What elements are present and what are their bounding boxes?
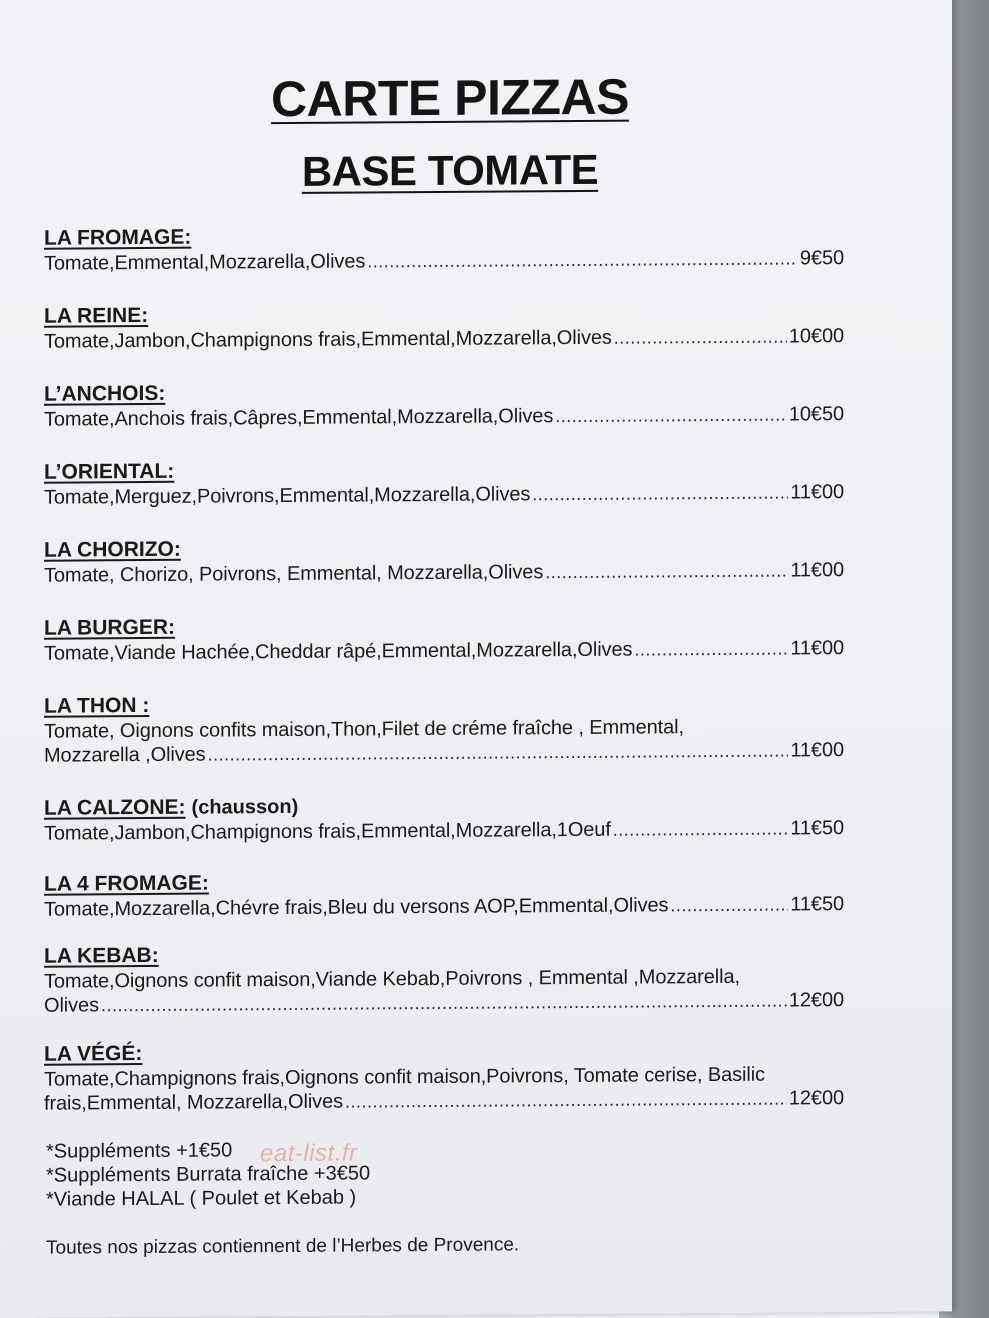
- pizza-item-4-fromage: [44, 866, 844, 922]
- pizza-desc-line: [44, 738, 844, 768]
- dot-leader: [634, 636, 788, 661]
- footer-note: Toutes nos pizzas contiennent de l’Herbes de Provence.: [46, 1234, 520, 1259]
- pizza-description: Tomate,Anchois frais,Câpres,Emmental,Mozzarella,Olives: [44, 405, 554, 431]
- pizza-name: LA CHORIZO:: [44, 537, 181, 562]
- pizza-desc-line: [44, 636, 844, 666]
- pizza-description: frais,Emmental, Mozzarella,Olives: [44, 1090, 344, 1115]
- pizza-name: L’ORIENTAL:: [44, 459, 175, 484]
- pizza-description: Tomate,Viande Hachée,Cheddar râpé,Emmental,Mozzarella,Olives: [44, 638, 633, 665]
- pizza-name: LA 4 FROMAGE:: [44, 871, 209, 896]
- pizza-desc-line: [44, 816, 844, 846]
- pizza-description: Tomate,Jambon,Champignons frais,Emmental,Mozzarella,1Oeuf: [44, 818, 611, 845]
- pizza-name: L’ANCHOIS:: [44, 381, 166, 406]
- pizza-item-reine: [44, 298, 844, 354]
- pizza-item-fromage: [44, 220, 844, 276]
- pizza-item-burger: [44, 610, 844, 666]
- dot-leader: [367, 246, 798, 273]
- pizza-price: 11€50: [790, 817, 844, 840]
- pizza-price: 9€50: [799, 247, 844, 270]
- pizza-name: LA KEBAB:: [44, 943, 159, 968]
- pizza-desc-line: [44, 480, 844, 510]
- pizza-description: Tomate,Merguez,Poivrons,Emmental,Mozzarella,Olives: [44, 483, 531, 509]
- watermark: eat-list.fr: [260, 1139, 358, 1168]
- pizza-item-calzone: [44, 790, 844, 846]
- pizza-name: LA CALZONE:: [44, 795, 186, 820]
- pizza-desc-line: [44, 324, 844, 354]
- pizza-item-chorizo: [44, 532, 844, 588]
- pizza-name: LA THON :: [44, 693, 150, 718]
- note-halal: *Viande HALAL ( Poulet et Kebab ): [46, 1186, 357, 1211]
- pizza-description: Tomate,Emmental,Mozzarella,Olives: [44, 250, 366, 275]
- pizza-price: 11€00: [790, 637, 844, 660]
- note-burrata: *Suppléments Burrata fraîche +3€50: [46, 1162, 371, 1187]
- menu-title: CARTE PIZZAS: [271, 68, 629, 128]
- pizza-price: 12€00: [788, 1087, 844, 1110]
- pizza-description-line-1: Tomate, Oignons confits maison,Thon,Filet de créme fraîche , Emmental,: [44, 716, 684, 743]
- dot-leader: [532, 480, 788, 506]
- pizza-description-line-1: Tomate,Oignons confit maison,Viande Kebab,Poivrons , Emmental ,Mozzarella,: [44, 965, 740, 993]
- dot-leader: [613, 816, 789, 841]
- pizza-description: Olives: [44, 994, 99, 1017]
- pizza-item-anchois: [44, 376, 844, 432]
- dot-leader: [208, 738, 789, 766]
- pizza-description-line-1: Tomate,Champignons frais,Oignons confit maison,Poivrons, Tomate cerise, Basilic: [44, 1063, 765, 1091]
- pizza-desc-line: [44, 988, 844, 1018]
- pizza-price: 11€50: [790, 893, 844, 916]
- dot-leader: [545, 558, 788, 584]
- pizza-price: 10€00: [788, 325, 844, 348]
- pizza-price: 11€00: [790, 559, 844, 582]
- pizza-desc-line: [44, 892, 844, 922]
- pizza-desc-line: [44, 246, 844, 276]
- dot-leader: [555, 403, 787, 429]
- pizza-name: LA FROMAGE:: [44, 225, 192, 250]
- pizza-desc-line: [44, 402, 844, 432]
- pizza-name: LA REINE:: [44, 303, 149, 328]
- dot-leader: [101, 989, 787, 1018]
- pizza-name: LA BURGER:: [44, 615, 176, 640]
- dot-leader: [345, 1087, 787, 1114]
- menu-subtitle: BASE TOMATE: [301, 145, 599, 195]
- pizza-description: Tomate,Mozzarella,Chévre frais,Bleu du versons AOP,Emmental,Olives: [44, 894, 669, 921]
- pizza-price: 11€00: [790, 481, 844, 504]
- pizza-name: LA VÉGÉ:: [44, 1042, 143, 1066]
- dot-leader: [614, 325, 787, 350]
- pizza-note: (chausson): [191, 795, 299, 819]
- pizza-list: [44, 220, 844, 1115]
- dot-leader: [670, 892, 788, 917]
- note-supplement: *Suppléments +1€50: [46, 1139, 233, 1163]
- pizza-price: 12€00: [788, 989, 844, 1012]
- pizza-desc-line: [44, 1086, 844, 1116]
- pizza-price: 10€50: [788, 403, 844, 426]
- pizza-description: Tomate, Chorizo, Poivrons, Emmental, Mozzarella,Olives: [44, 561, 544, 587]
- pizza-item-oriental: [44, 454, 844, 510]
- pizza-description: Tomate,Jambon,Champignons frais,Emmental,Mozzarella,Olives: [44, 326, 612, 353]
- pizza-item-vege: [44, 1036, 844, 1116]
- pizza-description: Mozzarella ,Olives: [44, 743, 206, 767]
- pizza-item-thon: [44, 688, 844, 768]
- pizza-item-kebab: [44, 938, 844, 1018]
- pizza-price: 11€00: [790, 739, 844, 762]
- pizza-desc-line: [44, 558, 844, 588]
